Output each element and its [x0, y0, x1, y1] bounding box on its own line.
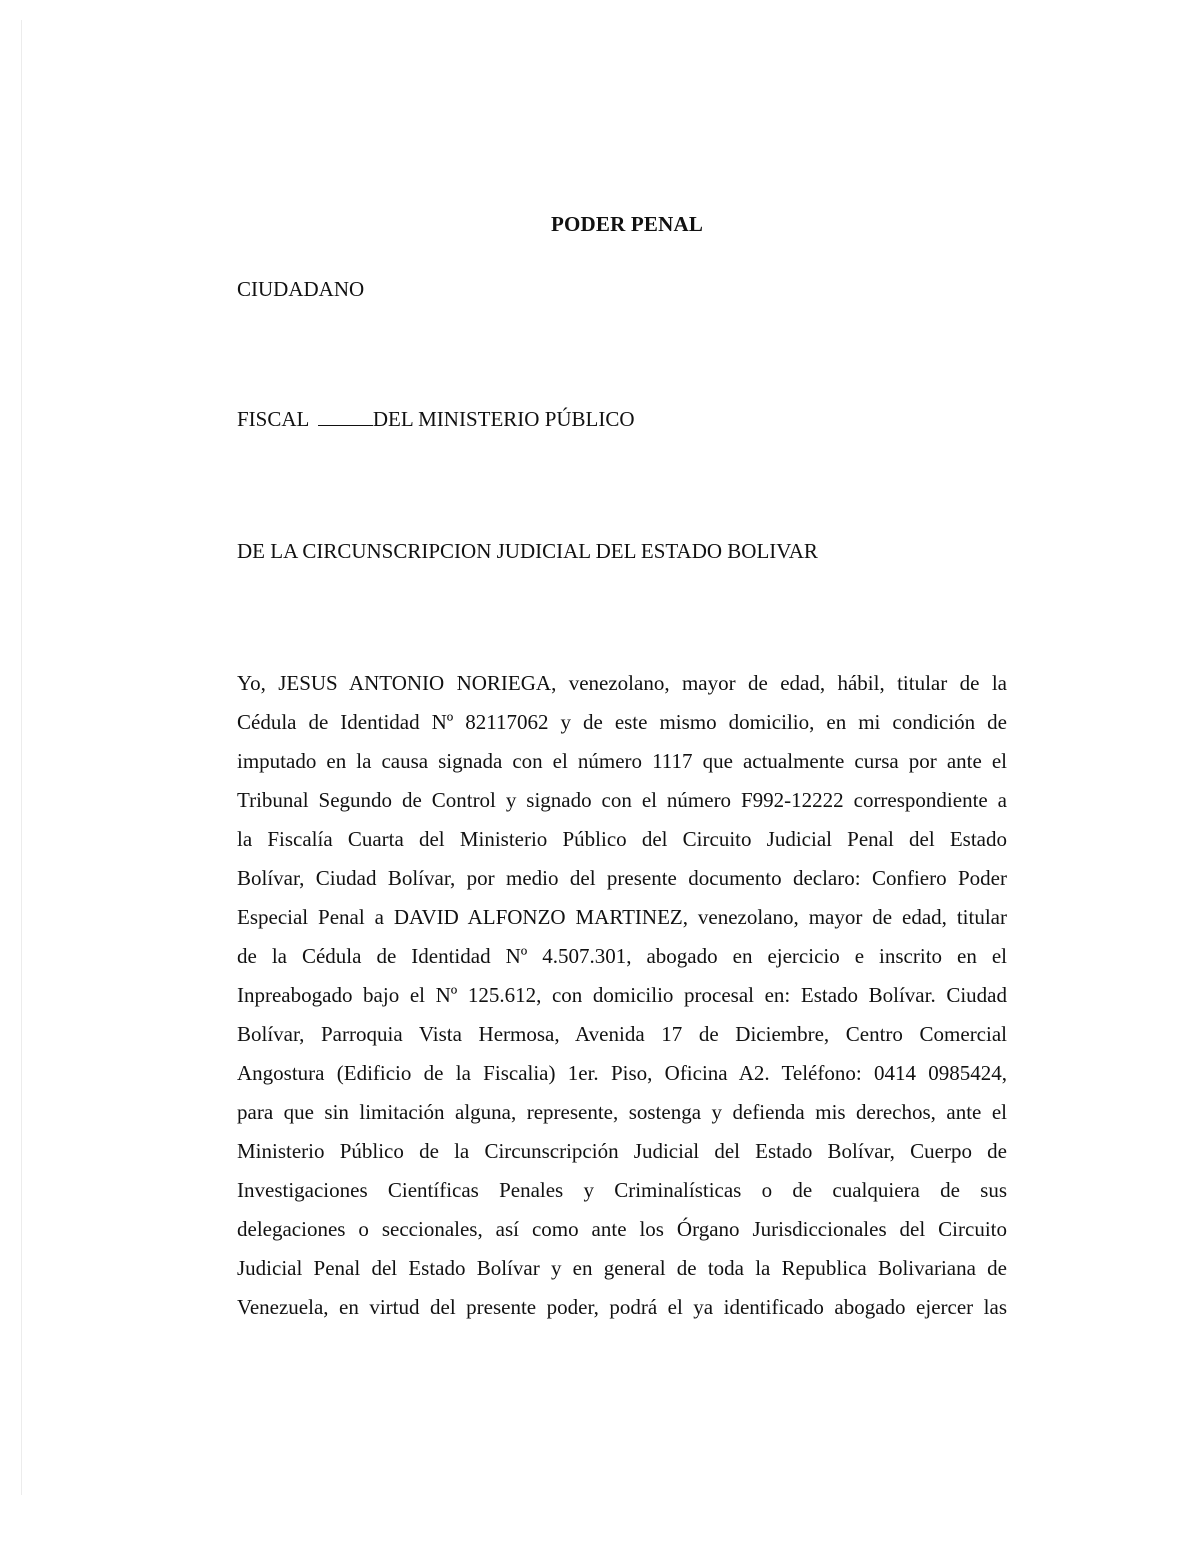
body-line: para que sin limitación alguna, represente, sostenga y defienda mis derechos, ante el [237, 1100, 1007, 1124]
body-paragraph [237, 664, 1007, 1327]
body-line: Yo, JESUS ANTONIO NORIEGA, venezolano, mayor de edad, hábil, titular de la [237, 671, 1007, 695]
body-line: Bolívar, Ciudad Bolívar, por medio del presente documento declaro: Confiero Poder [237, 866, 1007, 890]
body-line: Investigaciones Científicas Penales y Criminalísticas o de cualquiera de sus [237, 1178, 1007, 1202]
body-line: Angostura (Edificio de la Fiscalia) 1er. Piso, Oficina A2. Teléfono: 0414 0985424, [237, 1061, 1007, 1085]
body-line: Venezuela, en virtud del presente poder, podrá el ya identificado abogado ejercer las [237, 1295, 1007, 1319]
body-line: Inpreabogado bajo el Nº 125.612, con domicilio procesal en: Estado Bolívar. Ciudad [237, 983, 1007, 1007]
body-line: delegaciones o seccionales, así como ante los Órgano Jurisdiccionales del Circuito [237, 1217, 1007, 1241]
body-line: imputado en la causa signada con el número 1117 que actualmente cursa por ante el [237, 749, 1007, 773]
addressee-line-fiscal [237, 404, 635, 434]
document-title: PODER PENAL [550, 212, 704, 236]
fiscal-label: FISCAL [237, 407, 309, 431]
body-line: Tribunal Segundo de Control y signado con el número F992-12222 correspondiente a [237, 788, 1007, 812]
body-line: Judicial Penal del Estado Bolívar y en general de toda la Republica Bolivariana de [237, 1256, 1007, 1280]
body-line: la Fiscalía Cuarta del Ministerio Público del Circuito Judicial Penal del Estado [237, 827, 1007, 851]
body-line: Bolívar, Parroquia Vista Hermosa, Avenida 17 de Diciembre, Centro Comercial [237, 1022, 1007, 1046]
fiscal-number-blank [318, 408, 373, 426]
body-line: Especial Penal a DAVID ALFONZO MARTINEZ, venezolano, mayor de edad, titular [237, 905, 1007, 929]
addressee-line-circunscripcion: DE LA CIRCUNSCRIPCION JUDICIAL DEL ESTADO BOLIVAR [237, 539, 818, 563]
ministerio-label: DEL MINISTERIO PÚBLICO [372, 407, 635, 431]
body-line: Cédula de Identidad Nº 82117062 y de este mismo domicilio, en mi condición de [237, 710, 1007, 734]
addressee-line-ciudadano: CIUDADANO [237, 277, 365, 301]
page-edge-line [21, 20, 22, 1495]
body-line: Ministerio Público de la Circunscripción Judicial del Estado Bolívar, Cuerpo de [237, 1139, 1007, 1163]
body-line: de la Cédula de Identidad Nº 4.507.301, abogado en ejercicio e inscrito en el [237, 944, 1007, 968]
